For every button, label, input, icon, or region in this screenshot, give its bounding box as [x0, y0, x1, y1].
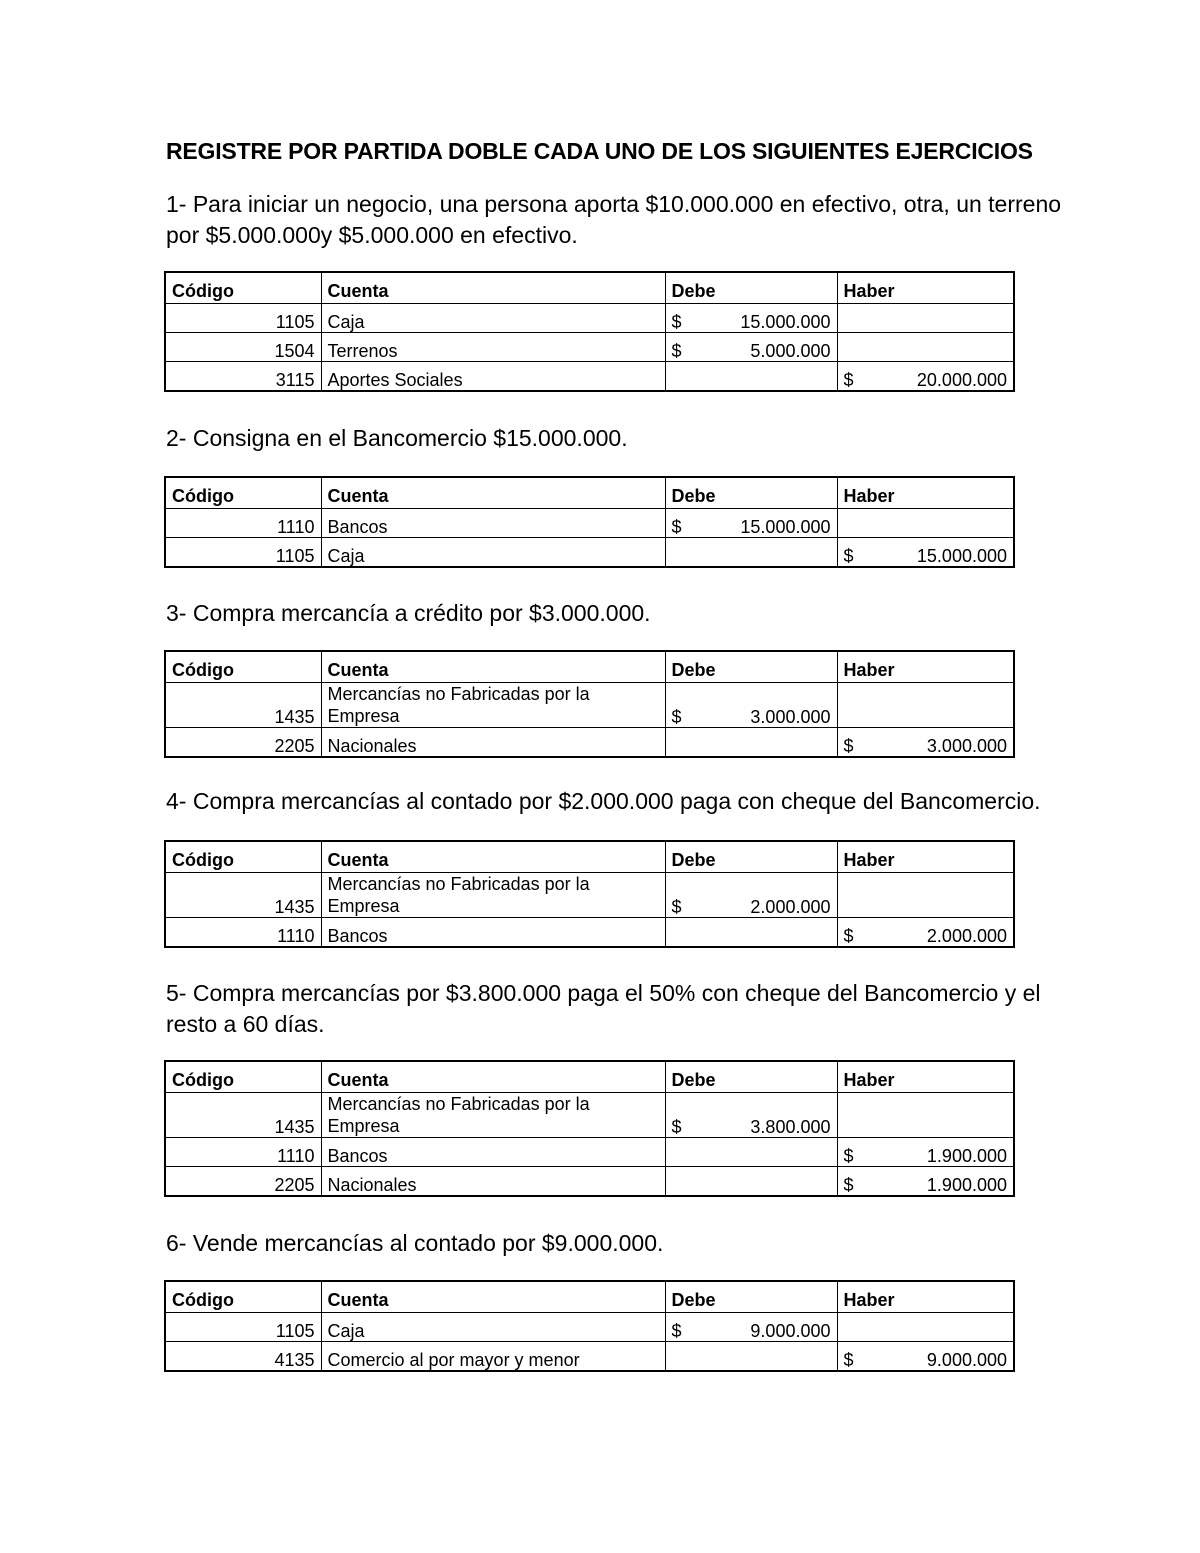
currency-symbol: $	[671, 707, 682, 727]
account-name: Aportes Sociales	[321, 362, 665, 392]
exercise-statement-3: 3- Compra mercancía a crédito por $3.000.000.	[166, 600, 651, 626]
debit-amount	[665, 1313, 837, 1342]
header-account: Cuenta	[321, 477, 665, 509]
table-row	[165, 1167, 1014, 1197]
debit-amount	[665, 538, 837, 568]
account-code: 1110	[165, 1138, 321, 1167]
account-name: Mercancías no Fabricadas por la Empresa	[321, 1093, 665, 1138]
credit-amount	[837, 1167, 1014, 1197]
account-code: 1105	[165, 538, 321, 568]
currency-symbol: $	[843, 546, 854, 566]
table-header-row	[165, 272, 1014, 304]
credit-amount	[837, 683, 1014, 728]
amount-value: 15.000.000	[740, 312, 831, 332]
amount-value: 15.000.000	[740, 517, 831, 537]
account-code: 1435	[165, 1093, 321, 1138]
account-name: Bancos	[321, 509, 665, 538]
debit-amount	[665, 728, 837, 758]
table-header-row	[165, 841, 1014, 873]
amount-value: 1.900.000	[926, 1146, 1007, 1166]
account-name: Nacionales	[321, 728, 665, 758]
header-account: Cuenta	[321, 1281, 665, 1313]
journal-entry-table-2	[164, 476, 1015, 568]
account-code: 1105	[165, 1313, 321, 1342]
amount-value: 20.000.000	[916, 370, 1007, 390]
account-code: 3115	[165, 362, 321, 392]
table-row	[165, 728, 1014, 758]
header-credit: Haber	[837, 1281, 1014, 1313]
table-row	[165, 918, 1014, 948]
table-row	[165, 683, 1014, 728]
account-name: Bancos	[321, 918, 665, 948]
account-code: 1435	[165, 873, 321, 918]
header-code: Código	[165, 651, 321, 683]
amount-value: 9.000.000	[926, 1350, 1007, 1370]
currency-symbol: $	[671, 517, 682, 537]
header-code: Código	[165, 1281, 321, 1313]
header-debit: Debe	[665, 651, 837, 683]
currency-symbol: $	[843, 1350, 854, 1370]
currency-symbol: $	[671, 1321, 682, 1341]
exercise-statement-5: 5- Compra mercancías por $3.800.000 paga el 50% con cheque del Bancomercio y el resto a 60 días.	[166, 980, 1041, 1037]
account-code: 1435	[165, 683, 321, 728]
table-header-row	[165, 1061, 1014, 1093]
header-code: Código	[165, 272, 321, 304]
credit-amount	[837, 362, 1014, 392]
header-debit: Debe	[665, 1061, 837, 1093]
debit-amount	[665, 1093, 837, 1138]
amount-value: 2.000.000	[750, 897, 831, 917]
header-debit: Debe	[665, 272, 837, 304]
journal-entry-table-4	[164, 840, 1015, 948]
header-account: Cuenta	[321, 841, 665, 873]
journal-entry-table-1	[164, 271, 1015, 392]
debit-amount	[665, 509, 837, 538]
currency-symbol: $	[671, 897, 682, 917]
table-row	[165, 509, 1014, 538]
currency-symbol: $	[671, 341, 682, 361]
table-row	[165, 1093, 1014, 1138]
amount-value: 15.000.000	[916, 546, 1007, 566]
credit-amount	[837, 304, 1014, 333]
account-name: Caja	[321, 538, 665, 568]
amount-value: 1.900.000	[926, 1175, 1007, 1195]
header-credit: Haber	[837, 272, 1014, 304]
account-name: Comercio al por mayor y menor	[321, 1342, 665, 1372]
account-name: Terrenos	[321, 333, 665, 362]
credit-amount	[837, 873, 1014, 918]
currency-symbol: $	[843, 370, 854, 390]
journal-entry-table-5	[164, 1060, 1015, 1197]
currency-symbol: $	[843, 736, 854, 756]
table-header-row	[165, 1281, 1014, 1313]
exercise-statement-2: 2- Consigna en el Bancomercio $15.000.000.	[166, 425, 628, 451]
account-code: 4135	[165, 1342, 321, 1372]
header-credit: Haber	[837, 477, 1014, 509]
header-account: Cuenta	[321, 651, 665, 683]
currency-symbol: $	[671, 312, 682, 332]
credit-amount	[837, 1342, 1014, 1372]
account-code: 1110	[165, 918, 321, 948]
amount-value: 3.800.000	[750, 1117, 831, 1137]
header-code: Código	[165, 477, 321, 509]
credit-amount	[837, 509, 1014, 538]
debit-amount	[665, 304, 837, 333]
account-code: 2205	[165, 728, 321, 758]
account-code: 1110	[165, 509, 321, 538]
debit-amount	[665, 1342, 837, 1372]
table-header-row	[165, 477, 1014, 509]
credit-amount	[837, 918, 1014, 948]
debit-amount	[665, 362, 837, 392]
debit-amount	[665, 1138, 837, 1167]
exercise-statement-6: 6- Vende mercancías al contado por $9.000.000.	[166, 1230, 664, 1256]
header-account: Cuenta	[321, 272, 665, 304]
table-row	[165, 304, 1014, 333]
account-name: Bancos	[321, 1138, 665, 1167]
table-row	[165, 333, 1014, 362]
page-title: REGISTRE POR PARTIDA DOBLE CADA UNO DE LOS SIGUIENTES EJERCICIOS	[166, 138, 1033, 164]
credit-amount	[837, 333, 1014, 362]
journal-entry-table-3	[164, 650, 1015, 758]
credit-amount	[837, 1313, 1014, 1342]
account-code: 1504	[165, 333, 321, 362]
journal-entry-table-6	[164, 1280, 1015, 1372]
table-row	[165, 1138, 1014, 1167]
debit-amount	[665, 683, 837, 728]
header-account: Cuenta	[321, 1061, 665, 1093]
credit-amount	[837, 538, 1014, 568]
header-credit: Haber	[837, 651, 1014, 683]
table-row	[165, 538, 1014, 568]
credit-amount	[837, 1138, 1014, 1167]
table-row	[165, 873, 1014, 918]
currency-symbol: $	[671, 1117, 682, 1137]
amount-value: 3.000.000	[750, 707, 831, 727]
amount-value: 5.000.000	[750, 341, 831, 361]
account-name: Mercancías no Fabricadas por la Empresa	[321, 683, 665, 728]
debit-amount	[665, 1167, 837, 1197]
account-code: 2205	[165, 1167, 321, 1197]
header-debit: Debe	[665, 841, 837, 873]
header-credit: Haber	[837, 1061, 1014, 1093]
exercise-statement-1: 1- Para iniciar un negocio, una persona aporta $10.000.000 en efectivo, otra, un terreno por $5.000.000y $5.000.000 en efectivo.	[166, 191, 1062, 248]
amount-value: 9.000.000	[750, 1321, 831, 1341]
account-name: Nacionales	[321, 1167, 665, 1197]
table-row	[165, 1342, 1014, 1372]
header-debit: Debe	[665, 477, 837, 509]
debit-amount	[665, 918, 837, 948]
exercise-statement-4: 4- Compra mercancías al contado por $2.000.000 paga con cheque del Bancomercio.	[166, 788, 1041, 814]
debit-amount	[665, 873, 837, 918]
account-name: Caja	[321, 304, 665, 333]
account-name: Mercancías no Fabricadas por la Empresa	[321, 873, 665, 918]
table-header-row	[165, 651, 1014, 683]
account-name: Caja	[321, 1313, 665, 1342]
currency-symbol: $	[843, 926, 854, 946]
currency-symbol: $	[843, 1146, 854, 1166]
table-row	[165, 1313, 1014, 1342]
amount-value: 2.000.000	[926, 926, 1007, 946]
header-code: Código	[165, 841, 321, 873]
currency-symbol: $	[843, 1175, 854, 1195]
table-row	[165, 362, 1014, 392]
credit-amount	[837, 1093, 1014, 1138]
header-code: Código	[165, 1061, 321, 1093]
header-debit: Debe	[665, 1281, 837, 1313]
credit-amount	[837, 728, 1014, 758]
account-code: 1105	[165, 304, 321, 333]
amount-value: 3.000.000	[926, 736, 1007, 756]
header-credit: Haber	[837, 841, 1014, 873]
debit-amount	[665, 333, 837, 362]
